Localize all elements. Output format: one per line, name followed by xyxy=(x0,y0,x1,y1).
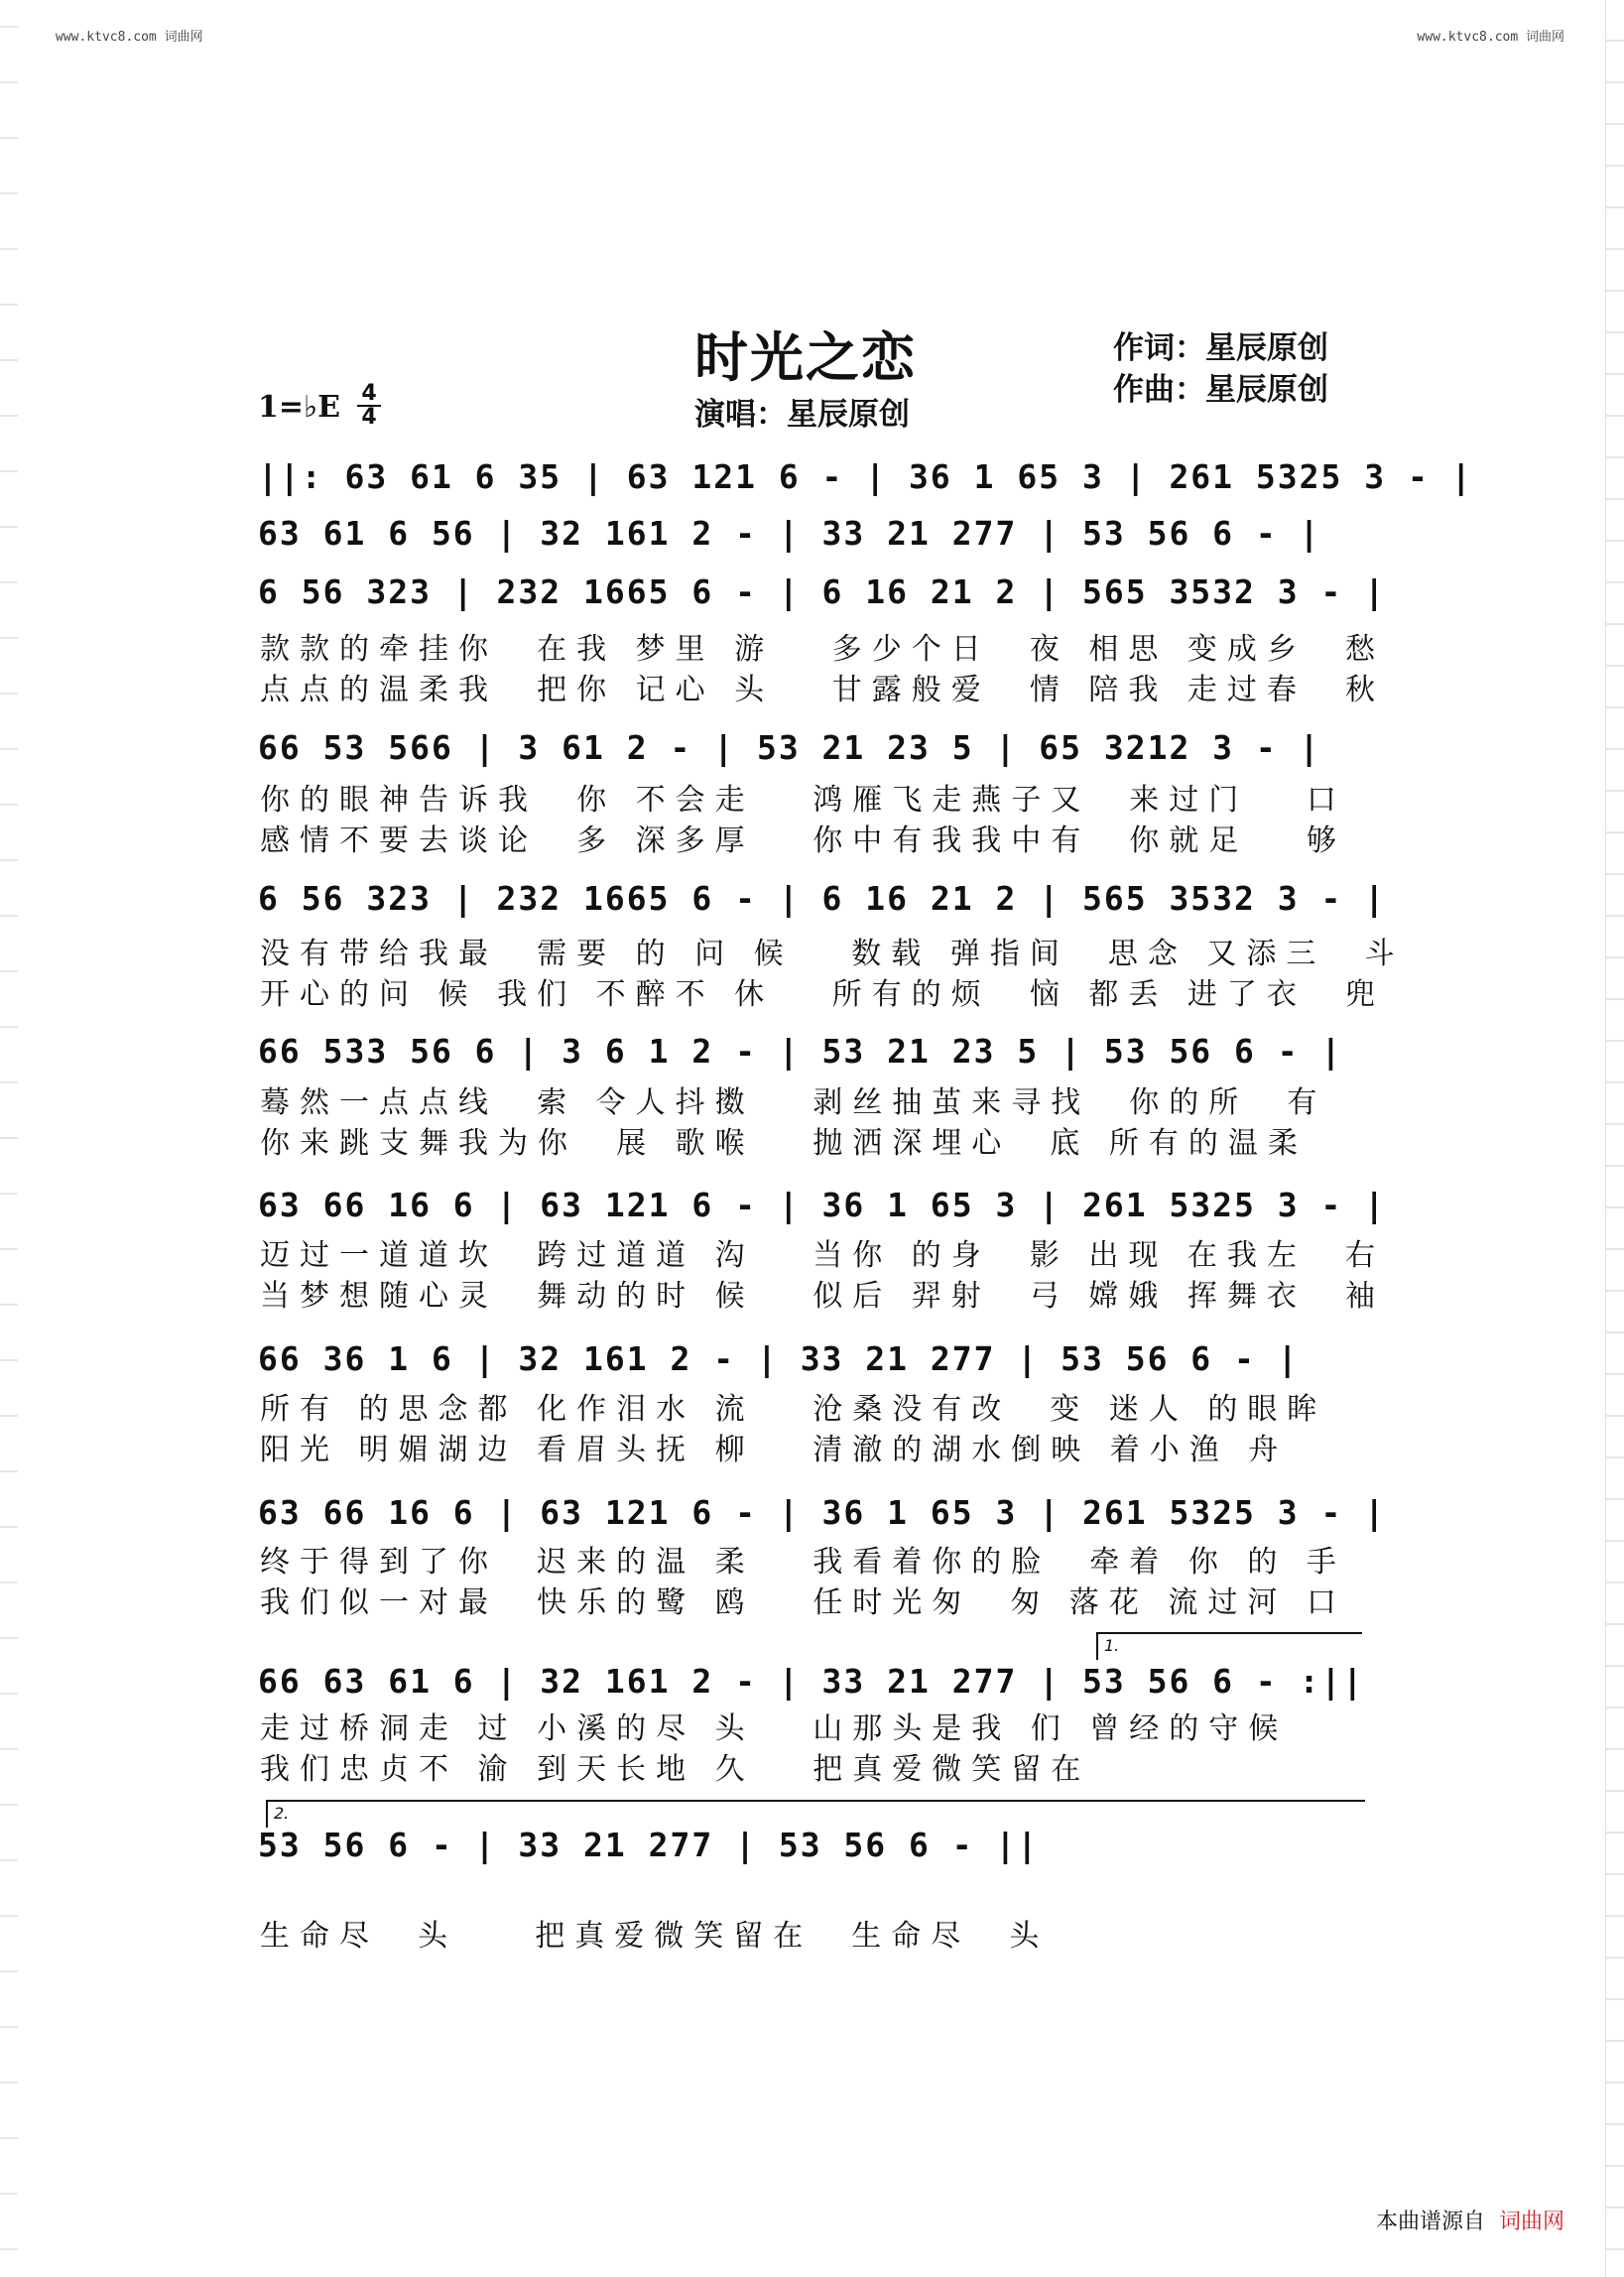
site-watermark-left: www.ktvc8.com 词曲网 xyxy=(56,30,203,45)
staff-notes: 66 63 61 6 | 32 161 2 - | 33 21 277 | 53 56 6 - :|| xyxy=(258,1662,1365,1701)
key-signature: 1=♭E xyxy=(258,390,341,425)
staff-notes: 63 61 6 56 | 32 161 2 - | 33 21 277 | 53 56 6 - | xyxy=(258,514,1321,553)
staff-row xyxy=(253,1656,1365,1708)
staff-notes: 6 56 323 | 232 1665 6 - | 6 16 21 2 | 565 3532 3 - | xyxy=(258,879,1387,918)
lyric-line: 所有 的思念都 化作泪水 流 沧桑没有改 变 迷人 的眼眸 xyxy=(260,1392,1327,1427)
lyric-line: 迈过一道道坎 跨过道道 沟 当你 的身 影 出现 在我左 右 xyxy=(260,1238,1385,1273)
staff-row xyxy=(253,1333,1359,1385)
lyricist-credit: 作词：星辰原创 xyxy=(1113,330,1328,366)
lyric-line: 当梦想随心灵 舞动的时 候 似后 羿射 弓 嫦娥 挥舞衣 袖 xyxy=(260,1279,1385,1314)
composer-credit: 作曲：星辰原创 xyxy=(1113,372,1328,408)
lyric-line: 阳光 明媚湖边 看眉头抚 柳 清澈的湖水倒映 着小渔 舟 xyxy=(260,1433,1289,1467)
time-signature xyxy=(357,383,381,429)
lyric-line: 走过桥洞走 过 小溪的尽 头 山那头是我 们 曾经的守候 xyxy=(260,1711,1289,1746)
lyric-line: 生命尽 头 把真爱微笑留在 生命尽 头 xyxy=(260,1919,1050,1954)
brand-link[interactable]: 词曲网 xyxy=(1498,2210,1564,2234)
lyric-line: 开心的问 候 我们 不醉不 休 所有的烦 恼 都丢 进了衣 兜 xyxy=(260,977,1385,1012)
lyric-line: 感情不要去谈论 多 深多厚 你中有我我中有 你就足 够 xyxy=(260,823,1346,858)
site-watermark-right: www.ktvc8.com 词曲网 xyxy=(1417,30,1564,45)
staff-notes: 63 66 16 6 | 63 121 6 - | 36 1 65 3 | 261 5325 3 - | xyxy=(258,1186,1387,1224)
staff-row xyxy=(253,451,1473,503)
lyric-line: 终于得到了你 迟来的温 柔 我看着你的脸 牵着 你 的 手 xyxy=(260,1545,1346,1580)
staff-row xyxy=(253,567,1387,618)
staff-notes: 66 533 56 6 | 3 6 1 2 - | 53 21 23 5 | 53 56 6 - | xyxy=(258,1032,1343,1071)
lyric-line: 款款的牵挂你 在我 梦里 游 多少个日 夜 相思 变成乡 愁 xyxy=(260,632,1385,667)
lyric-line: 我们忠贞不 渝 到天长地 久 把真爱微笑留在 xyxy=(260,1752,1091,1787)
first-ending-bracket: 1. xyxy=(1096,1632,1362,1660)
lyric-line: 没有带给我最 需要 的 问 候 数载 弹指间 思念 又添三 斗 xyxy=(260,937,1405,971)
source-label: 本曲谱源自 xyxy=(1375,2210,1485,2234)
source-footer xyxy=(1376,2205,1564,2235)
staff-notes: 63 66 16 6 | 63 121 6 - | 36 1 65 3 | 261 5325 3 - | xyxy=(258,1493,1387,1532)
lyric-line: 蓦然一点点线 索 令人抖擞 剥丝抽茧来寻找 你的所 有 xyxy=(260,1085,1327,1120)
staff-notes: ||: 63 61 6 35 | 63 121 6 - | 36 1 65 3 | 261 5325 3 - | xyxy=(258,457,1473,496)
lyric-line: 你的眼神告诉我 你 不会走 鸿雁飞走燕子又 来过门 口 xyxy=(260,783,1346,818)
staff-row xyxy=(253,508,1359,560)
staff-row xyxy=(253,1026,1359,1077)
time-signature-top: 4 xyxy=(361,381,377,406)
staff-notes: 66 53 566 | 3 61 2 - | 53 21 23 5 | 65 3212 3 - | xyxy=(258,728,1321,767)
left-edge-watermark-strip xyxy=(0,0,18,2277)
singer-credit: 演唱：星辰原创 xyxy=(694,397,910,433)
right-edge-watermark-strip xyxy=(1605,0,1624,2277)
staff-notes: 66 36 1 6 | 32 161 2 - | 33 21 277 | 53 56 6 - | xyxy=(258,1339,1300,1378)
staff-notes: 6 56 323 | 232 1665 6 - | 6 16 21 2 | 565 3532 3 - | xyxy=(258,572,1387,611)
lyric-line: 我们似一对最 快乐的鹭 鸥 任时光匆 匆 落花 流过河 口 xyxy=(260,1585,1346,1620)
staff-notes: 53 56 6 - | 33 21 277 | 53 56 6 - || xyxy=(258,1826,1040,1864)
lyric-line: 你来跳支舞我为你 展 歌喉 抛洒深埋心 底 所有的温柔 xyxy=(260,1126,1308,1161)
second-ending-bracket: 2. xyxy=(266,1800,1365,1828)
song-title: 时光之恋 xyxy=(694,326,917,389)
lyric-line: 点点的温柔我 把你 记心 头 甘露般爱 情 陪我 走过春 秋 xyxy=(260,673,1385,707)
staff-row xyxy=(253,873,1387,925)
staff-row xyxy=(253,1487,1387,1539)
staff-row xyxy=(253,722,1359,774)
time-signature-bottom: 4 xyxy=(357,405,381,429)
staff-row xyxy=(253,1180,1387,1231)
